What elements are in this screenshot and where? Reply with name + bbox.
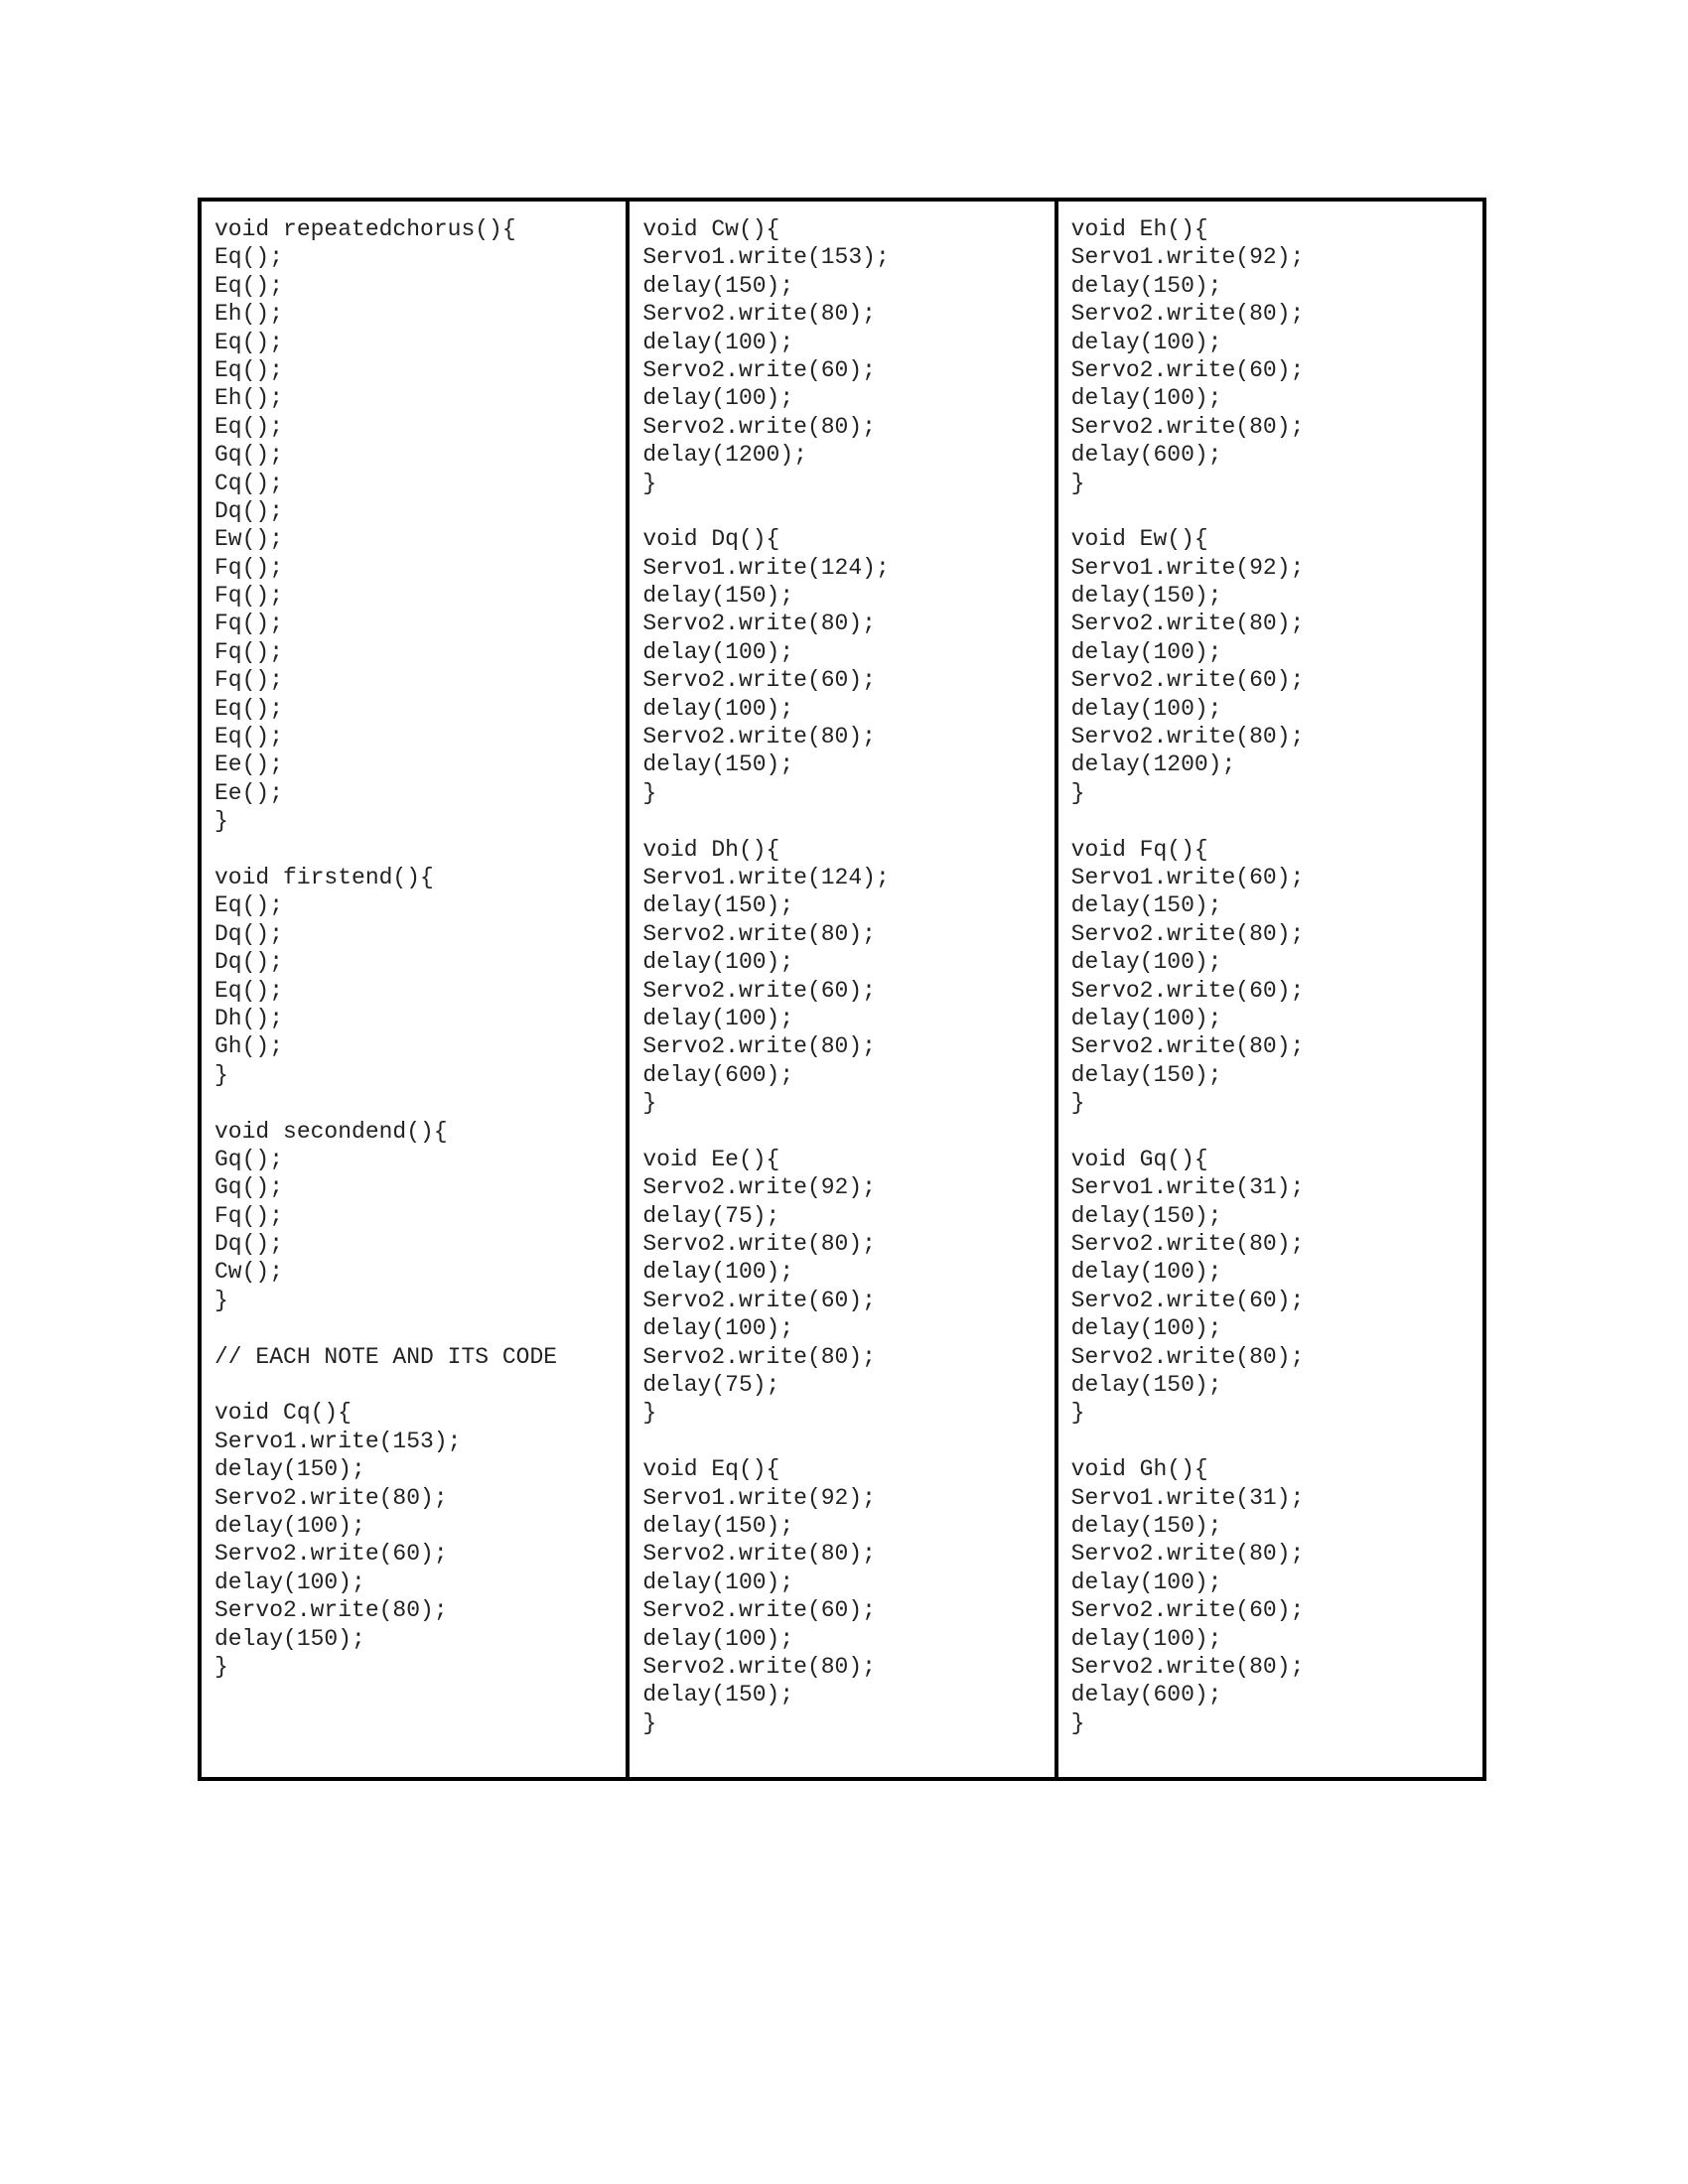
code-line: [642, 497, 1054, 525]
code-line: Servo2.write(80);: [1070, 413, 1305, 440]
code-line: delay(100);: [642, 1315, 794, 1342]
code-line: [642, 807, 1054, 835]
code-line: delay(100);: [1070, 1569, 1222, 1595]
code-line: Gq();: [214, 442, 284, 469]
code-line: }: [1070, 1400, 1085, 1427]
code-line: delay(100);: [1070, 695, 1222, 722]
code-line: Eq();: [214, 724, 284, 751]
code-line: [1071, 1428, 1482, 1455]
code-line: delay(150);: [642, 583, 794, 610]
code-line: Servo2.write(60);: [214, 1541, 448, 1568]
code-line: void Gq(){: [1070, 1146, 1208, 1172]
code-line: Servo2.write(60);: [642, 977, 876, 1004]
code-column-2: [626, 202, 1054, 1777]
code-line: delay(150);: [642, 1512, 794, 1539]
code-line: delay(100);: [214, 1569, 365, 1595]
code-line: Eq();: [214, 244, 284, 271]
code-line: Servo1.write(124);: [642, 554, 890, 581]
code-line: Fq();: [214, 1202, 284, 1229]
code-line: delay(100);: [1070, 1315, 1222, 1342]
code-line: [214, 836, 626, 864]
code-line: delay(150);: [1070, 1061, 1222, 1088]
code-line: Servo2.write(60);: [1070, 667, 1305, 694]
code-line: }: [1070, 470, 1085, 496]
code-line: }: [214, 808, 228, 835]
code-line: Eq();: [214, 892, 284, 919]
code-line: }: [1070, 1709, 1085, 1736]
code-line: }: [642, 779, 657, 806]
code-line: // EACH NOTE AND ITS CODE: [214, 1343, 558, 1370]
code-line: delay(75);: [642, 1372, 780, 1399]
code-line: }: [214, 1061, 228, 1088]
code-line: Eh();: [214, 301, 284, 328]
code-line: Cw();: [214, 1259, 284, 1286]
code-line: delay(150);: [1070, 892, 1222, 919]
code-line: Dq();: [214, 949, 284, 976]
code-line: void Dh(){: [642, 836, 780, 863]
code-line: delay(150);: [1070, 1372, 1222, 1399]
code-line: Ee();: [214, 751, 284, 778]
code-line: Fq();: [214, 638, 284, 665]
code-table: [198, 198, 1486, 1781]
code-line: Servo2.write(80);: [1070, 724, 1305, 751]
code-line: Servo2.write(80);: [642, 1033, 876, 1060]
code-line: Servo2.write(80);: [214, 1597, 448, 1624]
code-line: Servo2.write(80);: [1070, 1541, 1305, 1568]
code-line: void Eh(){: [1070, 216, 1208, 242]
code-line: }: [642, 1400, 657, 1427]
code-line: Eh();: [214, 385, 284, 412]
code-line: void Gh(){: [1070, 1456, 1208, 1483]
code-line: delay(100);: [642, 329, 794, 355]
code-line: delay(1200);: [642, 442, 807, 469]
code-line: Servo2.write(80);: [1070, 1343, 1305, 1370]
code-line: delay(1200);: [1070, 751, 1236, 778]
code-line: delay(75);: [642, 1202, 780, 1229]
code-line: }: [1070, 1090, 1085, 1117]
code-line: Fq();: [214, 583, 284, 610]
code-line: Cq();: [214, 470, 284, 496]
code-line: delay(150);: [642, 1682, 794, 1708]
code-line: }: [214, 1287, 228, 1313]
code-line: delay(100);: [642, 638, 794, 665]
code-line: [1071, 807, 1482, 835]
code-line: Dq();: [214, 1231, 284, 1258]
code-line: Gq();: [214, 1146, 284, 1172]
code-line: delay(150);: [1070, 1202, 1222, 1229]
code-line: [642, 1428, 1054, 1455]
code-line: delay(100);: [642, 695, 794, 722]
code-line: Servo2.write(80);: [1070, 1231, 1305, 1258]
code-line: void firstend(){: [214, 864, 434, 890]
code-line: Servo2.write(60);: [642, 667, 876, 694]
code-line: Servo2.write(80);: [642, 611, 876, 637]
code-column-1: [202, 202, 626, 1777]
code-line: }: [214, 1653, 228, 1680]
code-line: delay(100);: [642, 1625, 794, 1652]
code-line: }: [1070, 779, 1085, 806]
code-line: delay(150);: [214, 1456, 365, 1483]
code-line: Servo1.write(92);: [1070, 554, 1305, 581]
code-line: delay(150);: [642, 272, 794, 299]
code-line: Ew();: [214, 526, 284, 553]
code-line: Servo2.write(80);: [642, 301, 876, 328]
code-line: Servo2.write(80);: [214, 1484, 448, 1511]
code-column-3: [1055, 202, 1482, 1777]
code-line: Fq();: [214, 667, 284, 694]
code-line: delay(600);: [642, 1061, 794, 1088]
code-line: Servo2.write(80);: [1070, 920, 1305, 947]
code-line: delay(150);: [1070, 1512, 1222, 1539]
code-line: delay(100);: [642, 1005, 794, 1031]
code-line: Eq();: [214, 356, 284, 383]
code-line: delay(150);: [642, 751, 794, 778]
code-line: delay(150);: [214, 1625, 365, 1652]
code-line: Servo2.write(80);: [1070, 1653, 1305, 1680]
code-line: Servo1.write(31);: [1070, 1484, 1305, 1511]
code-line: Dq();: [214, 920, 284, 947]
code-line: delay(100);: [1070, 329, 1222, 355]
code-line: void Ew(){: [1070, 526, 1208, 553]
code-line: delay(100);: [214, 1512, 365, 1539]
code-line: Gh();: [214, 1033, 284, 1060]
code-line: Eq();: [214, 413, 284, 440]
code-line: Eq();: [214, 977, 284, 1004]
code-line: Eq();: [214, 329, 284, 355]
code-line: Fq();: [214, 554, 284, 581]
code-line: [642, 1118, 1054, 1146]
code-line: Servo2.write(60);: [1070, 1287, 1305, 1313]
code-line: Servo2.write(92);: [642, 1174, 876, 1201]
code-line: Servo2.write(80);: [642, 1231, 876, 1258]
code-line: Eq();: [214, 695, 284, 722]
code-line: Servo1.write(31);: [1070, 1174, 1305, 1201]
code-line: void Dq(){: [642, 526, 780, 553]
code-line: Servo2.write(80);: [642, 1343, 876, 1370]
code-line: Servo1.write(92);: [1070, 244, 1305, 271]
code-line: delay(100);: [1070, 949, 1222, 976]
code-line: Servo2.write(60);: [642, 1287, 876, 1313]
code-line: Servo1.write(153);: [642, 244, 890, 271]
code-line: delay(100);: [1070, 1625, 1222, 1652]
code-line: delay(150);: [1070, 583, 1222, 610]
code-line: delay(100);: [1070, 1005, 1222, 1031]
code-line: Gq();: [214, 1174, 284, 1201]
code-line: void Fq(){: [1070, 836, 1208, 863]
code-line: Servo1.write(60);: [1070, 864, 1305, 890]
code-line: }: [642, 1090, 657, 1117]
code-line: Servo2.write(80);: [642, 920, 876, 947]
code-line: }: [642, 470, 657, 496]
code-line: Ee();: [214, 779, 284, 806]
code-line: Servo1.write(153);: [214, 1428, 462, 1454]
code-line: void Eq(){: [642, 1456, 780, 1483]
code-line: delay(150);: [1070, 272, 1222, 299]
code-line: Servo2.write(80);: [642, 1653, 876, 1680]
code-line: void repeatedchorus(){: [214, 216, 516, 242]
code-line: Dh();: [214, 1005, 284, 1031]
code-line: [1071, 1118, 1482, 1146]
code-line: [214, 1089, 626, 1117]
code-line: Servo2.write(80);: [642, 413, 876, 440]
code-line: Servo2.write(80);: [1070, 611, 1305, 637]
code-line: delay(100);: [642, 385, 794, 412]
code-line: Eq();: [214, 272, 284, 299]
code-line: void secondend(){: [214, 1118, 448, 1145]
code-line: [214, 1371, 626, 1399]
code-line: Servo1.write(124);: [642, 864, 890, 890]
code-line: void Ee(){: [642, 1146, 780, 1172]
code-line: delay(600);: [1070, 1682, 1222, 1708]
code-line: Servo2.write(80);: [642, 724, 876, 751]
code-line: Servo1.write(92);: [642, 1484, 876, 1511]
code-line: Servo2.write(60);: [642, 1597, 876, 1624]
code-line: Dq();: [214, 497, 284, 524]
code-line: [214, 1314, 626, 1342]
code-line: delay(100);: [642, 949, 794, 976]
code-line: Servo2.write(60);: [1070, 977, 1305, 1004]
code-line: Servo2.write(80);: [642, 1541, 876, 1568]
code-line: Servo2.write(60);: [1070, 1597, 1305, 1624]
code-line: delay(150);: [642, 892, 794, 919]
code-line: [1071, 497, 1482, 525]
code-line: Servo2.write(80);: [1070, 301, 1305, 328]
code-line: delay(100);: [642, 1259, 794, 1286]
code-line: void Cq(){: [214, 1400, 352, 1427]
code-line: Servo2.write(80);: [1070, 1033, 1305, 1060]
code-line: Servo2.write(60);: [642, 356, 876, 383]
code-line: delay(100);: [1070, 638, 1222, 665]
code-line: Fq();: [214, 611, 284, 637]
code-line: Servo2.write(60);: [1070, 356, 1305, 383]
code-line: void Cw(){: [642, 216, 780, 242]
code-line: delay(100);: [1070, 385, 1222, 412]
code-line: delay(100);: [1070, 1259, 1222, 1286]
code-line: delay(100);: [642, 1569, 794, 1595]
code-line: }: [642, 1709, 657, 1736]
code-line: delay(600);: [1070, 442, 1222, 469]
